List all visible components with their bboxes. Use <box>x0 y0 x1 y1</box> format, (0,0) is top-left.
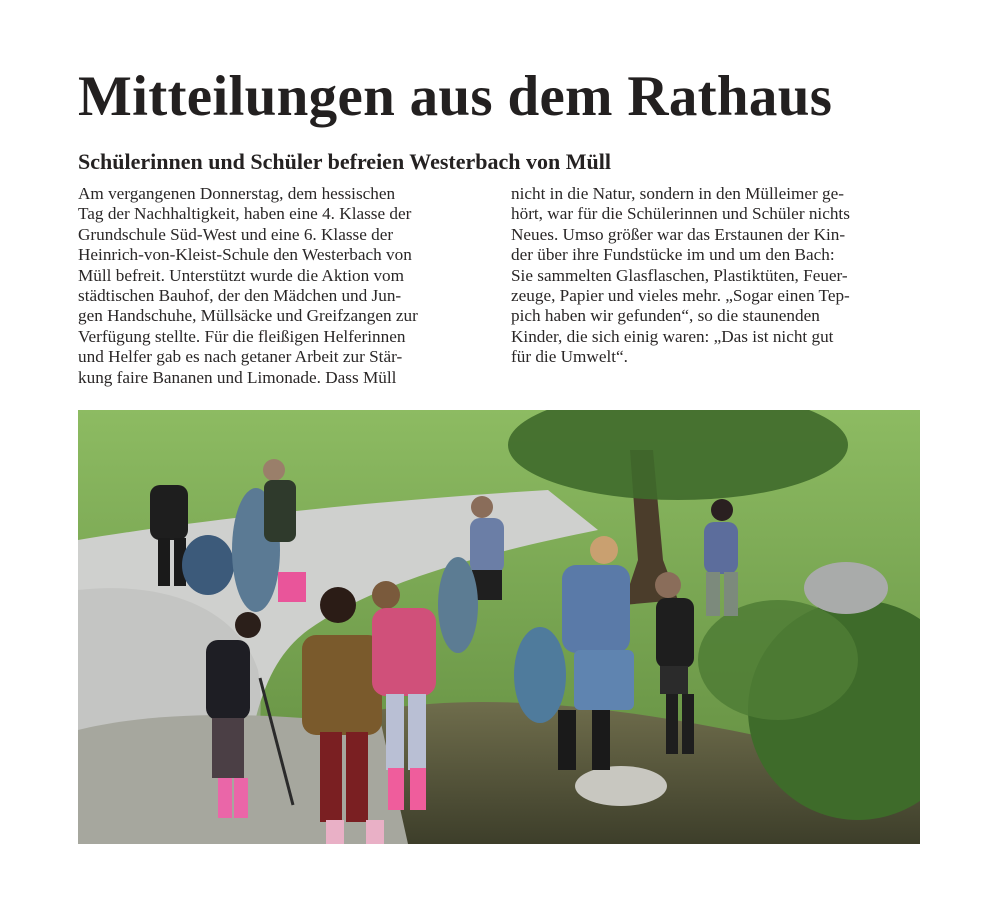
text-line: Sie sammelten Glasflaschen, Plastiktüten, Feuer- <box>511 265 848 285</box>
text-line: hört, war für die Schülerinnen und Schüler nichts <box>511 204 850 224</box>
article-column-left <box>78 184 480 388</box>
text-line: städtischen Bauhof, der den Mädchen und Jun- <box>78 286 402 306</box>
bushes <box>698 600 858 720</box>
text-line: kung faire Bananen und Limonade. Dass Müll <box>78 367 397 387</box>
text-line: Kinder, die sich einig waren: „Das ist nicht gut <box>511 326 834 346</box>
text-line: Grundschule Süd-West und eine 6. Klasse der <box>78 224 394 244</box>
text-line: nicht in die Natur, sondern in den Mülleimer ge- <box>511 184 844 203</box>
article-subtitle: Schülerinnen und Schüler befreien Westerbach von Müll <box>78 149 611 174</box>
rock <box>804 562 888 614</box>
text-line: Am vergangenen Donnerstag, dem hessischen <box>78 184 396 203</box>
article-column-right <box>511 184 915 368</box>
text-line: für die Umwelt“. <box>511 347 628 367</box>
text-line: Heinrich-von-Kleist-Schule den Westerbach von <box>78 245 412 265</box>
text-line: Neues. Umso größer war das Erstaunen der Kin- <box>511 224 846 244</box>
text-line: zeuge, Papier und vieles mehr. „Sogar einen Tep- <box>511 286 850 306</box>
text-line: Verfügung stellte. Für die fleißigen Helferinnen <box>78 326 406 346</box>
text-line: pich haben wir gefunden“, so die staunenden <box>511 306 820 326</box>
article-photo <box>78 410 920 844</box>
text-line: gen Handschuhe, Müllsäcke und Greifzangen zur <box>78 306 418 326</box>
page-title: Mitteilungen aus dem Rathaus <box>78 65 833 128</box>
text-line: und Helfer gab es nach getaner Arbeit zur Stär- <box>78 347 403 367</box>
text-line: Müll befreit. Unterstützt wurde die Aktion vom <box>78 265 405 285</box>
text-line: der über ihre Fundstücke im und um den Bach: <box>511 245 835 265</box>
rock <box>575 766 667 806</box>
text-line: Tag der Nachhaltigkeit, haben eine 4. Klasse der <box>78 204 412 224</box>
